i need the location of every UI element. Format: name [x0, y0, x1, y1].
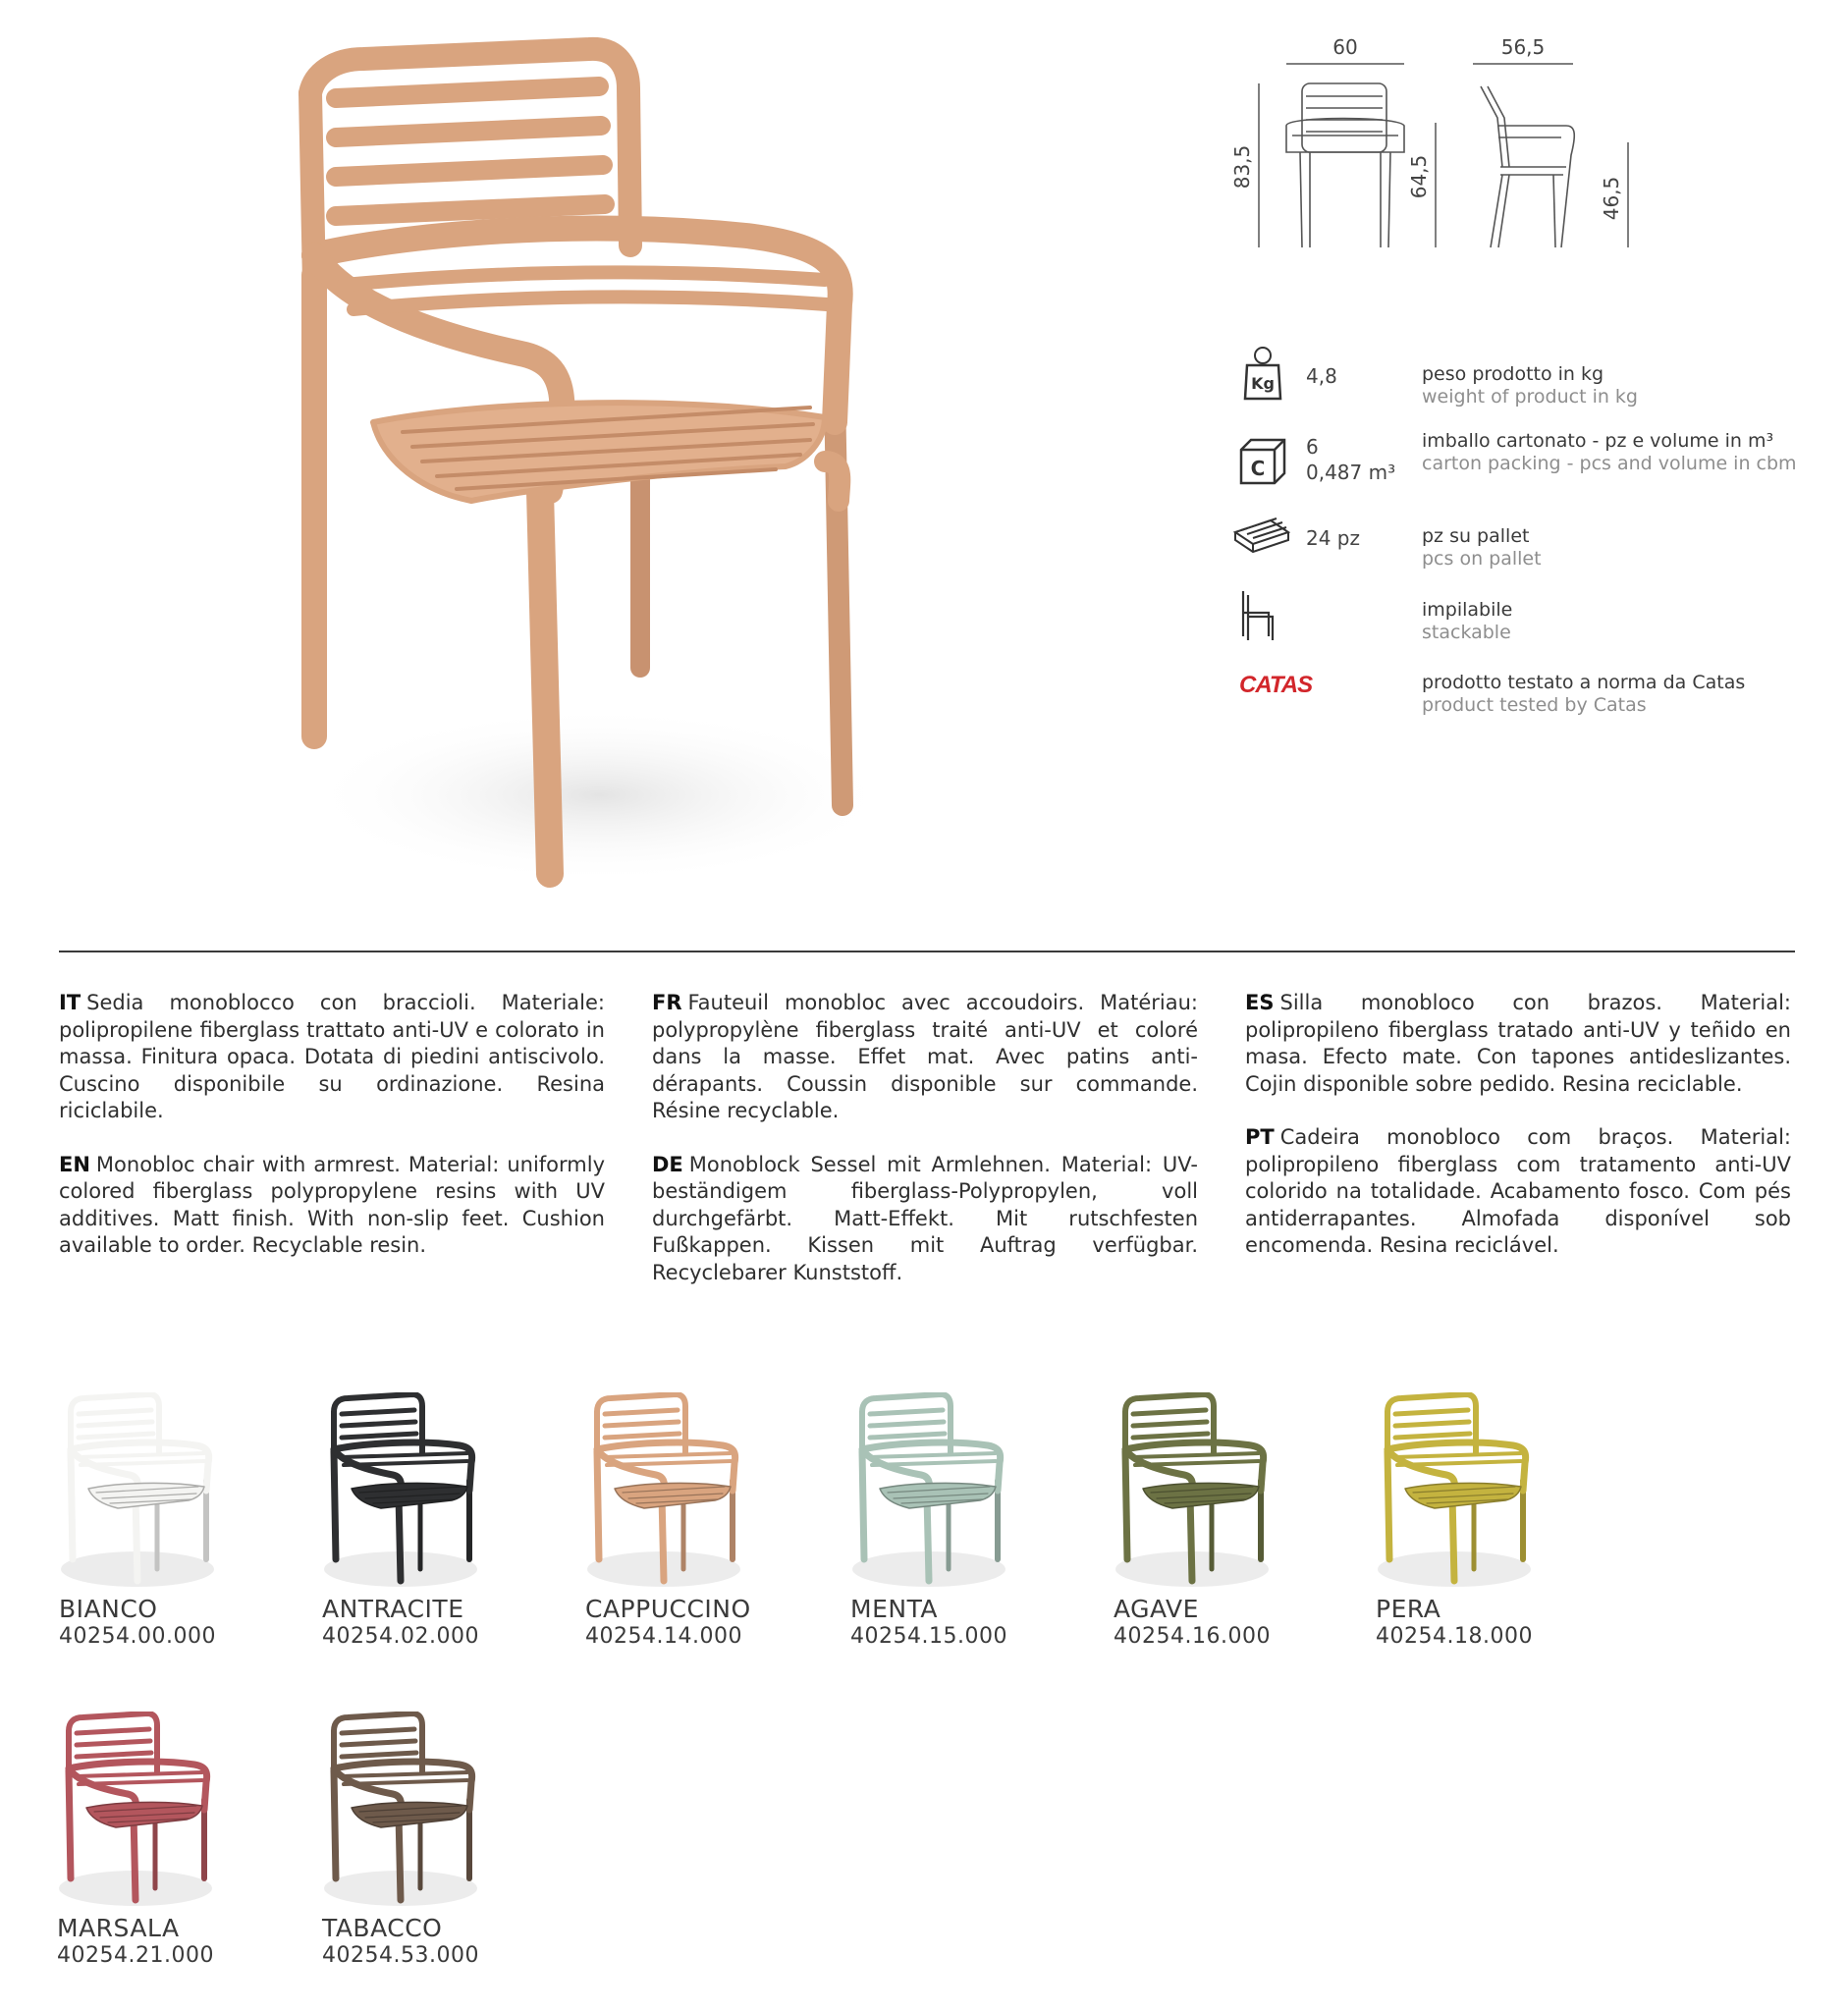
color-name: MARSALA [57, 1914, 180, 1942]
carton-description [1422, 430, 1797, 475]
catas-label-it: prodotto testato a norma da Catas [1422, 672, 1746, 693]
lang-code-pt: PT [1245, 1125, 1275, 1149]
weight-label-en: weight of product in kg [1422, 386, 1638, 408]
color-code: 40254.00.000 [59, 1624, 216, 1649]
color-swatch-pera[interactable] [1376, 1392, 1621, 1677]
description-column-1 [59, 990, 605, 1286]
carton-volume-value: 0,487 m³ [1306, 461, 1396, 484]
carton-pcs-value: 6 [1306, 435, 1319, 459]
stackable-label-it: impilabile [1422, 599, 1513, 621]
description-it [59, 990, 605, 1125]
dim-depth-label: 56,5 [1500, 35, 1546, 59]
description-fr [652, 990, 1198, 1125]
pallet-value: 24 pz [1306, 526, 1360, 550]
color-name: TABACCO [322, 1914, 443, 1942]
stackable-label-en: stackable [1422, 622, 1511, 643]
chair-thumbnail [850, 1392, 1007, 1589]
weight-kg-icon [1233, 346, 1292, 405]
chair-thumbnail [585, 1392, 742, 1589]
carton-label-it: imballo cartonato - pz e volume in m³ [1422, 430, 1774, 452]
carton-box-icon [1233, 432, 1292, 491]
carton-label-en: carton packing - pcs and volume in cbm [1422, 453, 1797, 474]
chair-thumbnail [322, 1712, 479, 1908]
description-column-3 [1245, 990, 1791, 1286]
carton-values [1306, 434, 1395, 485]
color-name: BIANCO [59, 1595, 158, 1623]
color-swatch-agave[interactable] [1114, 1392, 1359, 1677]
description-en [59, 1152, 605, 1260]
description-text-fr: Fauteuil monobloc avec accoudoirs. Matériau: polypropylène fiberglass traité anti-UV et coloré dans la masse. Effet mat. Avec patins anti-dérapants. Coussin disponible sur commande. Résine recyclable. [652, 991, 1198, 1122]
color-swatch-marsala[interactable] [57, 1712, 302, 1996]
description-de [652, 1152, 1198, 1287]
description-text-de: Monoblock Sessel mit Armlehnen. Material: UV-beständigem fiberglass-Polypropylen, voll durchgefärbt. Matt-Effekt. Mit rutschfesten Fußkappen. Kissen mit Auftrag verfügbar. Recyclebarer Kunststoff. [652, 1152, 1198, 1284]
dim-height-label: 83,5 [1230, 144, 1254, 190]
lang-code-en: EN [59, 1152, 90, 1176]
chair-thumbnail [1376, 1392, 1533, 1589]
color-code: 40254.16.000 [1114, 1624, 1271, 1649]
catas-description [1422, 672, 1745, 717]
lang-code-de: DE [652, 1152, 683, 1176]
catas-logo: CATAS [1239, 672, 1313, 698]
description-text-es: Silla monobloco con brazos. Material: polipropileno fiberglass tratado anti-UV y teñido en masa. Efecto mate. Con tapones antideslizantes. Cojin disponible sobre pedido. Resina reciclable. [1245, 991, 1791, 1096]
description-es [1245, 990, 1791, 1098]
dimension-drawing [1218, 29, 1689, 265]
pallet-icon [1231, 511, 1290, 570]
color-swatch-tabacco[interactable] [322, 1712, 568, 1996]
hero-chair-image [275, 29, 923, 894]
color-code: 40254.15.000 [850, 1624, 1007, 1649]
dim-seat-height-label: 46,5 [1600, 176, 1623, 221]
description-text-en: Monobloc chair with armrest. Material: uniformly colored fiberglass polypropylene resins with UV additives. Matt finish. With non-slip feet. Cushion available to order. Recyclable resin. [59, 1152, 605, 1257]
carton-icon-text: C [1250, 457, 1266, 480]
description-text-it: Sedia monoblocco con braccioli. Materiale: polipropilene fiberglass trattato anti-UV e colorato in massa. Finitura opaca. Dotata di piedini antiscivolo. Cuscino disponibile su ordinazione. Resina riciclabile. [59, 991, 605, 1122]
lang-code-es: ES [1245, 991, 1275, 1014]
dim-width-label: 60 [1332, 35, 1358, 59]
chair-thumbnail [59, 1392, 216, 1589]
pallet-label-en: pcs on pallet [1422, 548, 1542, 570]
weight-icon-text: Kg [1251, 374, 1275, 393]
color-swatch-antracite[interactable] [322, 1392, 568, 1677]
description-text-pt: Cadeira monobloco com braços. Material: polipropileno fiberglass com tratamento anti-UV colorido na totalidade. Acabamento fosco. Com pés antiderrapantes. Almofada disponível sob encomenda. Resina reciclável. [1245, 1125, 1791, 1257]
color-swatch-menta[interactable] [850, 1392, 1096, 1677]
color-swatch-cappuccino[interactable] [585, 1392, 831, 1677]
color-code: 40254.18.000 [1376, 1624, 1533, 1649]
stackable-description [1422, 599, 1512, 644]
color-name: ANTRACITE [322, 1595, 464, 1623]
lang-code-it: IT [59, 991, 82, 1014]
color-swatch-bianco[interactable] [59, 1392, 304, 1677]
color-code: 40254.14.000 [585, 1624, 742, 1649]
pallet-description [1422, 525, 1542, 571]
color-code: 40254.02.000 [322, 1624, 479, 1649]
dim-arm-height-label: 64,5 [1407, 154, 1431, 199]
color-name: MENTA [850, 1595, 938, 1623]
description-pt [1245, 1124, 1791, 1260]
color-name: AGAVE [1114, 1595, 1199, 1623]
chair-thumbnail [1114, 1392, 1271, 1589]
color-code: 40254.21.000 [57, 1943, 214, 1968]
description-column-2 [652, 990, 1198, 1313]
chair-thumbnail [57, 1712, 214, 1908]
section-divider [59, 951, 1795, 952]
chair-thumbnail [322, 1392, 479, 1589]
color-code: 40254.53.000 [322, 1943, 479, 1968]
weight-value: 4,8 [1306, 364, 1337, 388]
color-name: CAPPUCCINO [585, 1595, 751, 1623]
catas-label-en: product tested by Catas [1422, 694, 1647, 716]
weight-description [1422, 363, 1638, 408]
lang-code-fr: FR [652, 991, 682, 1014]
weight-label-it: peso prodotto in kg [1422, 363, 1604, 385]
pallet-label-it: pz su pallet [1422, 525, 1530, 547]
color-name: PERA [1376, 1595, 1441, 1623]
stackable-chair-icon [1233, 585, 1292, 644]
